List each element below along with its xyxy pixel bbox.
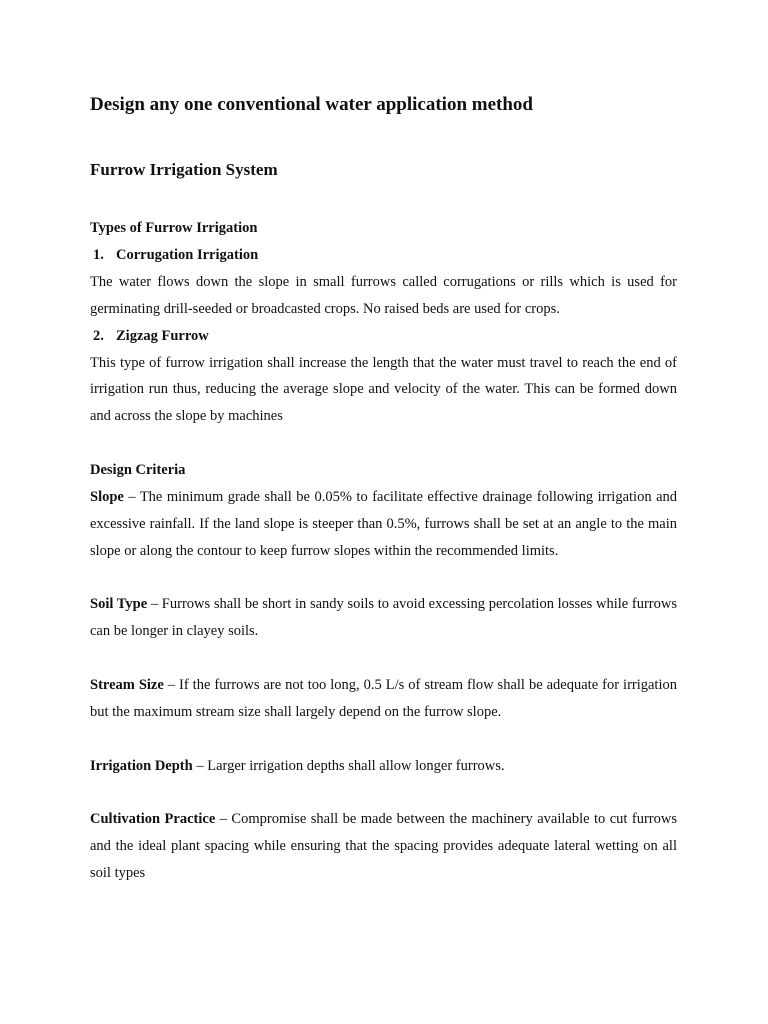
type-item-description: This type of furrow irrigation shall increase the length that the water must travel to reach the end of irrigation run thus, reducing the average slope and velocity of the water. This can be formed down and across the slope by machines: [90, 354, 677, 425]
criteria-text: – Compromise shall be made between the machinery available to cut furrows and the ideal plant spacing while ensuring that the spacing provides adequate lateral wetting on all soil types: [90, 811, 677, 881]
criteria-text: – Furrows shall be short in sandy soils to avoid excessing percolation losses while furrows can be longer in clayey soils.: [90, 596, 677, 640]
type-item-name: Corrugation Irrigation: [116, 247, 259, 263]
type-item-name: Zigzag Furrow: [116, 327, 209, 344]
criteria-term: Soil Type: [90, 596, 148, 613]
criteria-paragraph: [90, 806, 677, 886]
page-title: Design any one conventional water application method: [90, 94, 534, 115]
criteria-text: – Larger irrigation depths shall allow longer furrows.: [192, 757, 505, 774]
type-item-heading: [90, 323, 677, 350]
criteria-paragraph: [90, 591, 677, 645]
criteria-term: Stream Size: [90, 676, 164, 693]
criteria-text: – If the furrows are not too long, 0.5 L/s of stream flow shall be adequate for irrigation but the maximum stream size shall largely depend on the furrow slope.: [90, 676, 677, 720]
criteria-text: – The minimum grade shall be 0.05% to facilitate effective drainage following irrigation and excessive rainfall. If the land slope is steeper than 0.5%, furrows shall be set at an angle to the main slope or along the contour to keep furrow slopes within the recommended limits.: [90, 488, 677, 559]
section-title: Furrow Irrigation System: [90, 160, 278, 179]
type-item-number: 1.: [93, 247, 104, 263]
type-item-description: The water flows down the slope in small furrows called corrugations or rills which is used for germinating drill-seeded or broadcasted crops. No raised beds are used for crops.: [90, 274, 677, 317]
criteria-paragraph: [90, 753, 677, 780]
types-heading: Types of Furrow Irrigation: [90, 220, 258, 236]
criteria-term: Slope: [90, 488, 124, 505]
document-body: [90, 92, 677, 887]
criteria-paragraph: [90, 484, 677, 564]
criteria-term: Cultivation Practice: [90, 811, 216, 828]
type-item-number: 2.: [93, 327, 104, 344]
criteria-term: Irrigation Depth: [90, 757, 193, 774]
criteria-heading: Design Criteria: [90, 461, 186, 478]
type-item-heading: [90, 242, 677, 269]
criteria-paragraph: [90, 672, 677, 726]
